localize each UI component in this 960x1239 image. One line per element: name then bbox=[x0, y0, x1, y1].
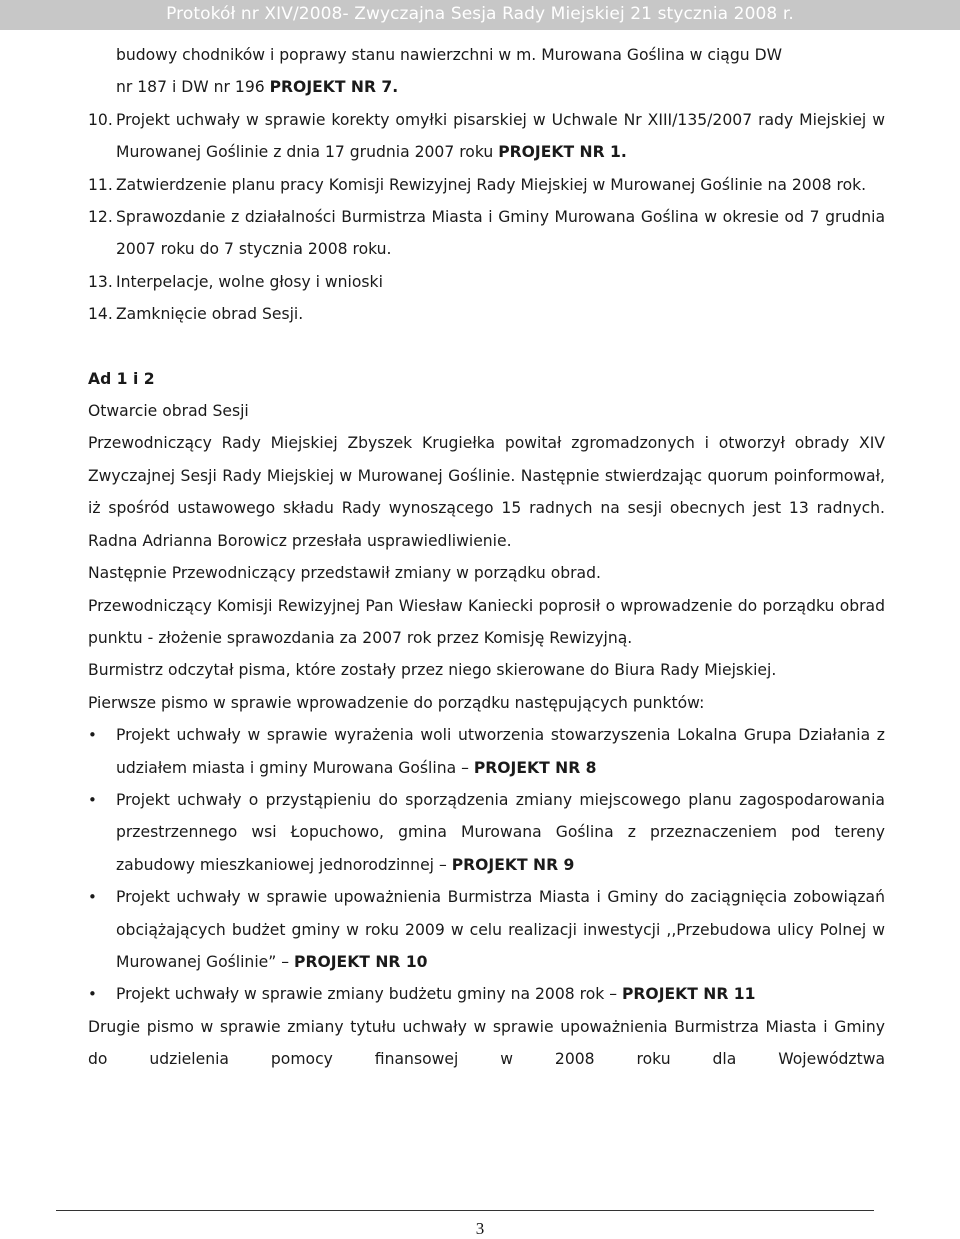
page-content bbox=[88, 39, 885, 1076]
agenda-cont-line2 bbox=[116, 71, 885, 103]
page-number: 3 bbox=[475, 1219, 485, 1238]
agenda-item-text: Interpelacje, wolne głosy i wnioski bbox=[116, 272, 383, 291]
bullet-item bbox=[88, 784, 885, 881]
agenda-item-text: Zatwierdzenie planu pracy Komisji Rewizyjnej Rady Miejskiej w Murowanej Goślinie na 2008 rok. bbox=[116, 175, 867, 194]
bullet-body: Projekt uchwały w sprawie wyrażenia woli utworzenia stowarzyszenia Lokalna Grupa Działania z udziałem miasta i gminy Murowana Goślina – bbox=[116, 726, 885, 777]
bullet-item bbox=[88, 719, 885, 784]
bullet-body: Projekt uchwały o przystąpieniu do sporządzenia zmiany miejscowego planu zagospodarowania przestrzennego wsi Łopuchowo, gmina Murowana Goślina z przeznaczeniem pod tereny zabudowy mieszkaniowej jednorodzinnej – bbox=[116, 790, 885, 874]
bullet-text bbox=[116, 719, 885, 784]
agenda-item-number: 12. bbox=[88, 208, 113, 227]
agenda-continuation bbox=[116, 39, 885, 104]
paragraph-audit-request: Przewodniczący Komisji Rewizyjnej Pan Wiesław Kaniecki poprosił o wprowadzenie do porządku obrad punktu - złożenie sprawozdania za 2007 rok przez Komisję Rewizyjną. bbox=[88, 596, 885, 647]
agenda-item bbox=[88, 104, 885, 169]
agenda-item bbox=[88, 266, 885, 298]
agenda-item bbox=[88, 201, 885, 266]
agenda-item-bold: PROJEKT NR 1. bbox=[498, 143, 627, 162]
agenda-item-text: Sprawozdanie z działalności Burmistrza Miasta i Gminy Murowana Goślina w okresie od 7 grudnia 2007 roku do 7 stycznia 2008 roku. bbox=[116, 208, 885, 259]
bullet-icon: • bbox=[88, 888, 97, 907]
paragraph-opening: Przewodniczący Rady Miejskiej Zbyszek Krugiełka powitał zgromadzonych i otworzył obrady XIV Zwyczajnej Sesji Rady Miejskiej w Murowanej Goślinie. Następnie stwierdzając quorum poinformował, iż spośród ustawowego składu Rady wynoszącego 15 radnych na sesji obecnych jest 13 radnych. Radna Adrianna Borowicz przesłała usprawiedliwienie. bbox=[88, 434, 885, 550]
agenda-item-number: 13. bbox=[88, 272, 113, 291]
bullet-bold: PROJEKT NR 9 bbox=[451, 855, 575, 874]
agenda-item-body: Projekt uchwały w sprawie korekty omyłki pisarskiej w Uchwale Nr XIII/135/2007 rady Miejskiej w Murowanej Goślinie z dnia 17 grudnia 2007 roku bbox=[116, 110, 885, 162]
agenda-cont-text: nr 187 i DW nr 196 bbox=[116, 78, 270, 97]
bullet-icon: • bbox=[88, 790, 97, 809]
agenda-item-number: 10. bbox=[88, 110, 113, 129]
agenda-item-text: Zamknięcie obrad Sesji. bbox=[116, 305, 304, 324]
running-header: Protokół nr XIV/2008- Zwyczajna Sesja Rady Miejskiej 21 stycznia 2008 r. bbox=[0, 0, 960, 30]
spacer bbox=[88, 331, 885, 363]
agenda-item bbox=[88, 298, 885, 330]
agenda-item-number: 14. bbox=[88, 305, 113, 324]
bullet-body: Projekt uchwały w sprawie upoważnienia Burmistrza Miasta i Gminy do zaciągnięcia zobowiązań obciążających budżet gminy w roku 2009 w celu realizacji inwestycji ,,Przebudowa ulicy Polnej w Murowanej Goślinie” – bbox=[116, 888, 885, 971]
bullet-item bbox=[88, 881, 885, 978]
agenda-item-number: 11. bbox=[88, 175, 113, 194]
footer-divider bbox=[56, 1210, 874, 1211]
bullet-bold: PROJEKT NR 11 bbox=[622, 985, 756, 1004]
section-heading: Ad 1 i 2 bbox=[88, 369, 155, 388]
bullet-icon: • bbox=[88, 726, 97, 745]
section-subheading: Otwarcie obrad Sesji bbox=[88, 402, 249, 421]
paragraph-second-letter: Drugie pismo w sprawie zmiany tytułu uchwały w sprawie upoważnienia Burmistrza Miasta i Gminy do udzielenia pomocy finansowej w 2008 roku dla Województwa bbox=[88, 1017, 885, 1069]
bullet-item bbox=[88, 978, 885, 1010]
agenda-item bbox=[88, 169, 885, 201]
bullet-bold: PROJEKT NR 10 bbox=[294, 952, 428, 971]
bullet-text bbox=[116, 978, 885, 1010]
agenda-cont-bold: PROJEKT NR 7. bbox=[269, 78, 399, 97]
bullet-bold: PROJEKT NR 8 bbox=[473, 758, 597, 777]
bullet-text bbox=[116, 784, 885, 881]
bullet-text bbox=[116, 881, 885, 978]
paragraph-changes: Następnie Przewodniczący przedstawił zmiany w porządku obrad. bbox=[88, 564, 601, 583]
paragraph-mayor-letters: Burmistrz odczytał pisma, które zostały przez niego skierowane do Biura Rady Miejskiej. bbox=[88, 661, 777, 680]
bullet-body: Projekt uchwały w sprawie zmiany budżetu gminy na 2008 rok – bbox=[116, 985, 622, 1004]
agenda-cont-line1: budowy chodników i poprawy stanu nawierzchni w m. Murowana Goślina w ciągu DW bbox=[116, 46, 783, 64]
bullet-icon: • bbox=[88, 985, 97, 1004]
agenda-item-text bbox=[116, 104, 885, 169]
paragraph-first-letter: Pierwsze pismo w sprawie wprowadzenie do porządku następujących punktów: bbox=[88, 693, 705, 712]
